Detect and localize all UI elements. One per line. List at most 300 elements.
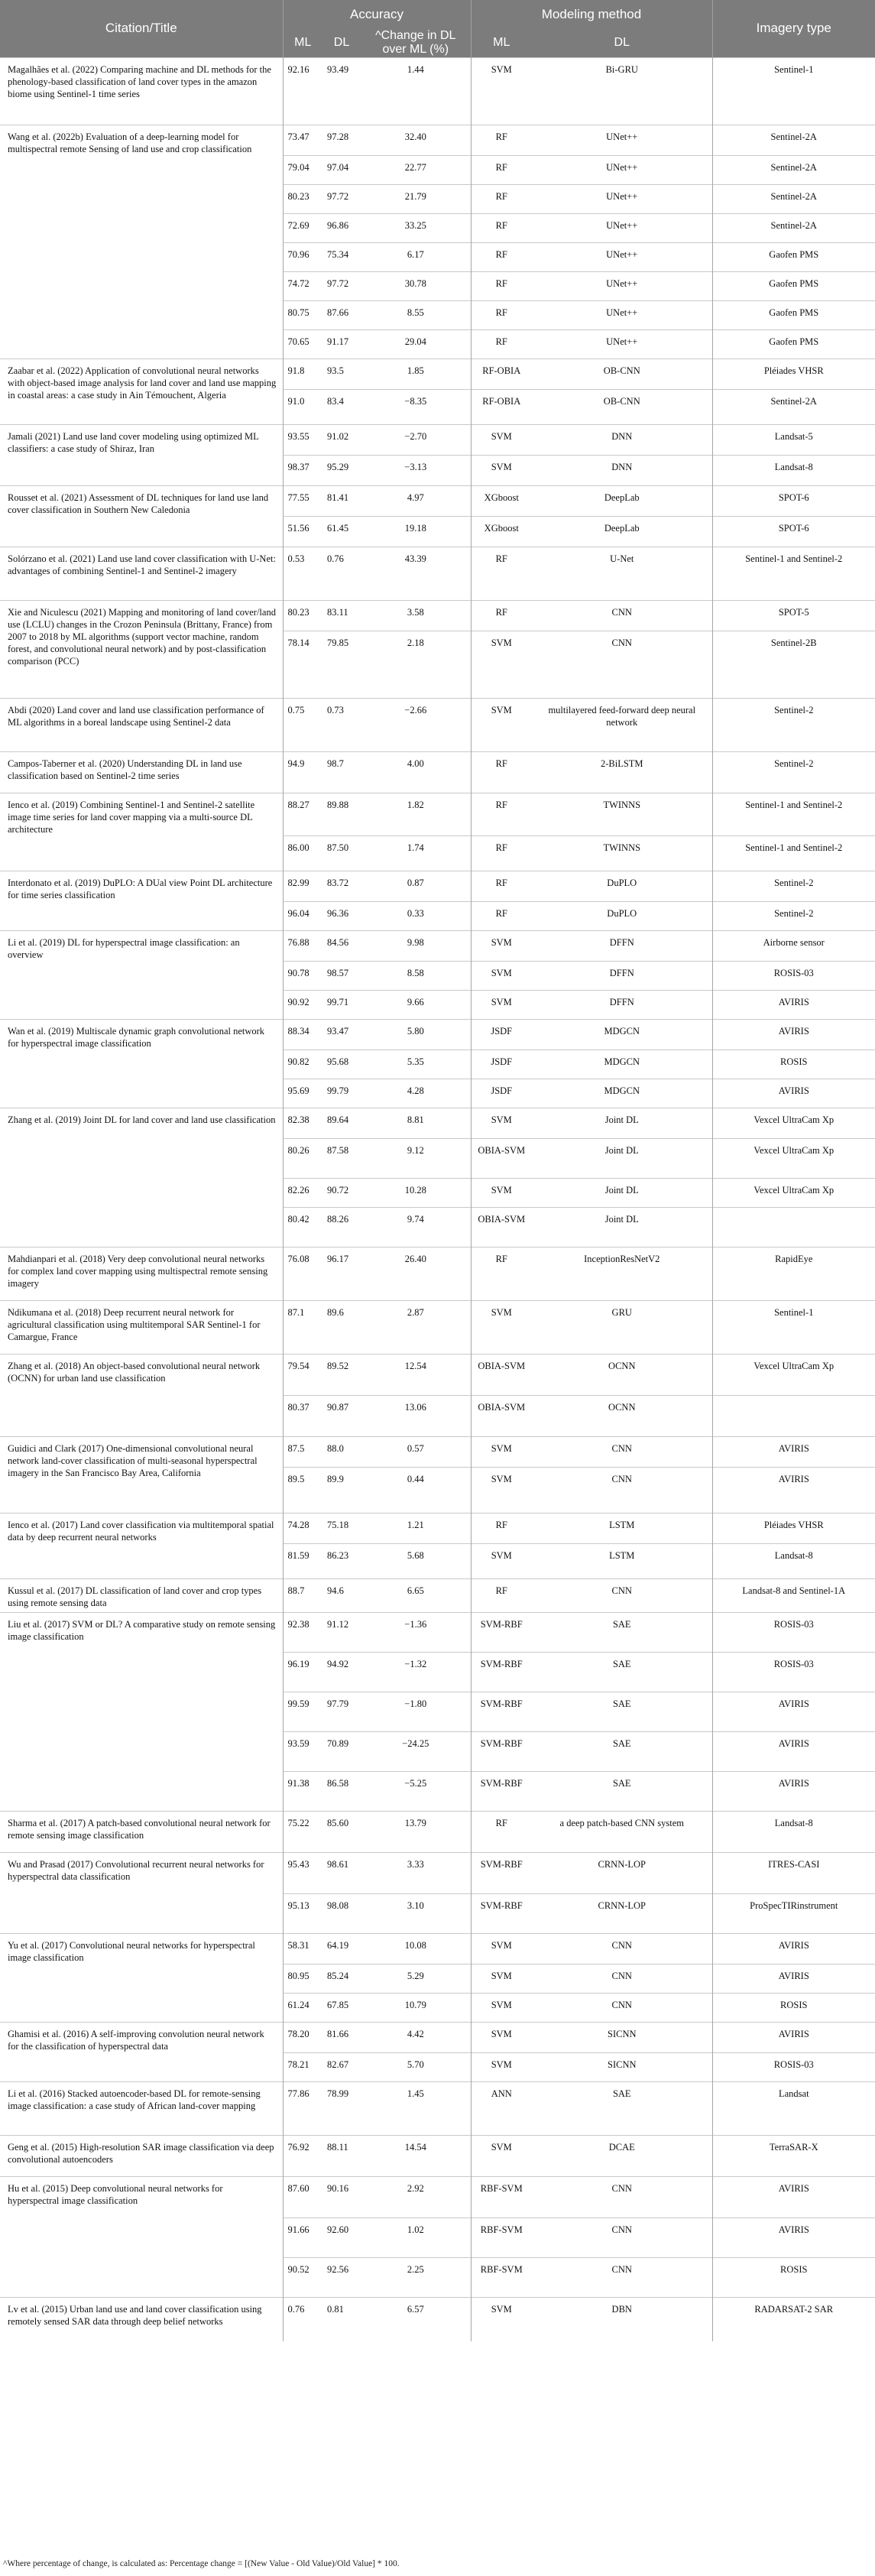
cell-ml: 91.66 (283, 2218, 322, 2257)
citation-title: Wang et al. (2022b) Evaluation of a deep-learning model for multispectral remote Sensing of land use and crop classification (0, 125, 283, 358)
cell-method-ml: RF (471, 871, 532, 901)
cell-method-dl: SAE (532, 1771, 712, 1811)
cell-ml: 73.47 (283, 125, 322, 155)
table-row (0, 1436, 875, 1467)
cell-method-ml: OBIA-SVM (471, 1354, 532, 1395)
cell-change: 1.02 (361, 2218, 471, 2257)
cell-dl: 83.4 (322, 389, 361, 424)
cell-dl: 90.16 (322, 2176, 361, 2218)
cell-method-ml: RBF-SVM (471, 2176, 532, 2218)
cell-ml: 79.54 (283, 1354, 322, 1395)
cell-method-dl: CNN (532, 600, 712, 631)
cell-ml: 74.28 (283, 1513, 322, 1543)
cell-dl: 83.11 (322, 600, 361, 631)
cell-method-dl: U-Net (532, 547, 712, 600)
cell-change: 3.10 (361, 1893, 471, 1933)
cell-ml: 90.52 (283, 2257, 322, 2297)
cell-method-dl: CNN (532, 1964, 712, 1993)
cell-method-dl: TWINNS (532, 835, 712, 871)
cell-method-dl: UNet++ (532, 242, 712, 271)
cell-method-dl: UNet++ (532, 329, 712, 358)
cell-method-ml: SVM (471, 698, 532, 751)
cell-method-ml: SVM (471, 961, 532, 990)
cell-method-ml: OBIA-SVM (471, 1138, 532, 1178)
cell-method-dl: UNet++ (532, 184, 712, 213)
table-row (0, 1019, 875, 1050)
cell-method-dl: MDGCN (532, 1019, 712, 1050)
table-row (0, 600, 875, 631)
cell-imagery: AVIRIS (712, 1692, 875, 1731)
cell-imagery: ROSIS-03 (712, 961, 875, 990)
cell-method-dl: OB-CNN (532, 358, 712, 389)
cell-dl: 93.5 (322, 358, 361, 389)
citation-title: Ienco et al. (2019) Combining Sentinel-1 and Sentinel-2 satellite image time series for land cover mapping via a multi-source DL architecture (0, 793, 283, 871)
cell-imagery (712, 1207, 875, 1247)
cell-dl: 87.50 (322, 835, 361, 871)
cell-imagery: ROSIS-03 (712, 1652, 875, 1692)
header-imagery: Imagery type (712, 0, 875, 57)
table-row (0, 930, 875, 961)
cell-method-dl: OB-CNN (532, 389, 712, 424)
citation-title: Wan et al. (2019) Multiscale dynamic graph convolutional network for hyperspectral image classification (0, 1019, 283, 1108)
cell-dl: 97.72 (322, 184, 361, 213)
cell-method-ml: JSDF (471, 1019, 532, 1050)
cell-imagery: Gaofen PMS (712, 242, 875, 271)
table-row (0, 1108, 875, 1138)
cell-method-dl: DNN (532, 455, 712, 485)
cell-method-dl: LSTM (532, 1513, 712, 1543)
cell-method-dl: Bi-GRU (532, 57, 712, 125)
cell-dl: 95.29 (322, 455, 361, 485)
cell-method-dl: CNN (532, 1436, 712, 1467)
cell-method-ml: RF (471, 242, 532, 271)
citation-title: Rousset et al. (2021) Assessment of DL techniques for land use land cover classification in Southern New Caledonia (0, 485, 283, 547)
cell-method-dl: UNet++ (532, 125, 712, 155)
cell-imagery: Sentinel-2A (712, 155, 875, 184)
table-row (0, 485, 875, 516)
cell-imagery: AVIRIS (712, 990, 875, 1019)
cell-dl: 83.72 (322, 871, 361, 901)
cell-change: 33.25 (361, 213, 471, 242)
cell-ml: 72.69 (283, 213, 322, 242)
cell-method-ml: SVM-RBF (471, 1612, 532, 1652)
citation-title: Guidici and Clark (2017) One-dimensional convolutional neural network land-cover classification of multi-seasonal hyperspectral imagery in the San Francisco Bay Area, California (0, 1436, 283, 1513)
cell-ml: 87.5 (283, 1436, 322, 1467)
cell-change: 26.40 (361, 1247, 471, 1300)
cell-dl: 93.47 (322, 1019, 361, 1050)
cell-method-dl: SAE (532, 1652, 712, 1692)
cell-method-dl: DNN (532, 424, 712, 455)
cell-imagery: AVIRIS (712, 1467, 875, 1513)
cell-method-ml: RF-OBIA (471, 389, 532, 424)
cell-method-dl: UNet++ (532, 300, 712, 329)
cell-ml: 75.22 (283, 1811, 322, 1852)
cell-dl: 93.49 (322, 57, 361, 125)
cell-change: 4.00 (361, 751, 471, 793)
cell-method-ml: SVM (471, 57, 532, 125)
cell-imagery: Vexcel UltraCam Xp (712, 1108, 875, 1138)
table-row (0, 2022, 875, 2052)
cell-dl: 97.04 (322, 155, 361, 184)
cell-method-ml: RF (471, 329, 532, 358)
cell-imagery: Landsat-5 (712, 424, 875, 455)
citation-title: Zhang et al. (2018) An object-based convolutional neural network (OCNN) for urban land use classification (0, 1354, 283, 1436)
cell-imagery: Landsat-8 (712, 1811, 875, 1852)
cell-imagery: Sentinel-2 (712, 698, 875, 751)
cell-dl: 95.68 (322, 1050, 361, 1079)
cell-ml: 78.21 (283, 2052, 322, 2081)
cell-change: −2.70 (361, 424, 471, 455)
cell-ml: 88.7 (283, 1578, 322, 1612)
cell-ml: 88.27 (283, 793, 322, 835)
table-row (0, 2297, 875, 2341)
cell-imagery: ITRES-CASI (712, 1852, 875, 1893)
cell-change: 5.68 (361, 1543, 471, 1578)
cell-dl: 90.87 (322, 1395, 361, 1436)
cell-dl: 96.36 (322, 901, 361, 930)
cell-method-dl: UNet++ (532, 271, 712, 300)
cell-method-dl: OCNN (532, 1354, 712, 1395)
cell-method-ml: OBIA-SVM (471, 1395, 532, 1436)
cell-change: 29.04 (361, 329, 471, 358)
cell-method-dl: DuPLO (532, 901, 712, 930)
citation-title: Geng et al. (2015) High-resolution SAR image classification via deep convolutional autoencoders (0, 2135, 283, 2176)
cell-change: 4.42 (361, 2022, 471, 2052)
cell-method-dl: SAE (532, 2081, 712, 2135)
citation-title: Solórzano et al. (2021) Land use land cover classification with U-Net: advantages of combining Sentinel-1 and Sentinel-2 imagery (0, 547, 283, 600)
header-mm-ml: ML (471, 29, 532, 57)
cell-method-ml: SVM (471, 455, 532, 485)
cell-dl: 99.71 (322, 990, 361, 1019)
cell-dl: 92.56 (322, 2257, 361, 2297)
cell-imagery: Sentinel-2A (712, 125, 875, 155)
cell-ml: 79.04 (283, 155, 322, 184)
cell-imagery: AVIRIS (712, 1933, 875, 1964)
cell-dl: 91.17 (322, 329, 361, 358)
cell-change: 13.06 (361, 1395, 471, 1436)
cell-ml: 91.8 (283, 358, 322, 389)
cell-method-dl: CNN (532, 631, 712, 698)
cell-ml: 0.75 (283, 698, 322, 751)
cell-ml: 96.19 (283, 1652, 322, 1692)
cell-change: −1.80 (361, 1692, 471, 1731)
cell-method-dl: CNN (532, 1578, 712, 1612)
cell-method-dl: SICNN (532, 2022, 712, 2052)
cell-change: 9.74 (361, 1207, 471, 1247)
cell-dl: 79.85 (322, 631, 361, 698)
cell-ml: 82.26 (283, 1178, 322, 1207)
cell-change: 6.65 (361, 1578, 471, 1612)
cell-dl: 99.79 (322, 1079, 361, 1108)
table-header (0, 0, 875, 57)
cell-method-ml: OBIA-SVM (471, 1207, 532, 1247)
cell-ml: 86.00 (283, 835, 322, 871)
cell-method-ml: RF (471, 835, 532, 871)
cell-dl: 84.56 (322, 930, 361, 961)
header-mm-dl: DL (532, 29, 712, 57)
cell-imagery: RADARSAT-2 SAR (712, 2297, 875, 2341)
cell-dl: 89.88 (322, 793, 361, 835)
citation-title: Jamali (2021) Land use land cover modeling using optimized ML classifiers: a case study of Shiraz, Iran (0, 424, 283, 485)
table-row (0, 57, 875, 125)
cell-imagery: Sentinel-2 (712, 751, 875, 793)
cell-method-ml: SVM (471, 1543, 532, 1578)
table-row (0, 424, 875, 455)
cell-dl: 89.64 (322, 1108, 361, 1138)
cell-dl: 98.08 (322, 1893, 361, 1933)
cell-method-ml: SVM (471, 1178, 532, 1207)
cell-method-ml: RF (471, 271, 532, 300)
cell-imagery: Landsat-8 (712, 1543, 875, 1578)
citation-title: Mahdianpari et al. (2018) Very deep convolutional neural networks for complex land cover mapping using multispectral remote sensing imagery (0, 1247, 283, 1300)
cell-method-dl: 2-BiLSTM (532, 751, 712, 793)
table-row (0, 2135, 875, 2176)
cell-imagery: ProSpecTIRinstrument (712, 1893, 875, 1933)
cell-method-ml: RF (471, 600, 532, 631)
cell-dl: 75.34 (322, 242, 361, 271)
cell-change: 8.55 (361, 300, 471, 329)
cell-change: 2.87 (361, 1300, 471, 1354)
cell-imagery: AVIRIS (712, 2218, 875, 2257)
cell-imagery: ROSIS (712, 1993, 875, 2022)
cell-method-dl: TWINNS (532, 793, 712, 835)
table-row (0, 1612, 875, 1652)
table-row (0, 1247, 875, 1300)
citation-title: Ndikumana et al. (2018) Deep recurrent neural network for agricultural classification using multitemporal SAR Sentinel-1 for Camargue, France (0, 1300, 283, 1354)
cell-method-dl: CNN (532, 1467, 712, 1513)
cell-change: 0.57 (361, 1436, 471, 1467)
cell-imagery: Sentinel-2A (712, 213, 875, 242)
table-row (0, 1933, 875, 1964)
cell-method-dl: UNet++ (532, 155, 712, 184)
cell-imagery: TerraSAR-X (712, 2135, 875, 2176)
cell-method-ml: SVM (471, 930, 532, 961)
cell-imagery: Sentinel-2A (712, 389, 875, 424)
cell-method-ml: RF (471, 155, 532, 184)
cell-change: 4.97 (361, 485, 471, 516)
table-row (0, 1300, 875, 1354)
cell-dl: 89.52 (322, 1354, 361, 1395)
cell-method-ml: SVM (471, 1467, 532, 1513)
cell-ml: 80.42 (283, 1207, 322, 1247)
cell-method-dl: MDGCN (532, 1050, 712, 1079)
cell-change: 1.82 (361, 793, 471, 835)
cell-imagery: Gaofen PMS (712, 271, 875, 300)
cell-ml: 61.24 (283, 1993, 322, 2022)
citation-title: Yu et al. (2017) Convolutional neural networks for hyperspectral image classification (0, 1933, 283, 2022)
cell-dl: 64.19 (322, 1933, 361, 1964)
cell-ml: 76.92 (283, 2135, 322, 2176)
citation-title: Magalhães et al. (2022) Comparing machine and DL methods for the phenology-based classification of land cover types in the amazon biome using Sentinel-1 time series (0, 57, 283, 125)
cell-method-dl: DBN (532, 2297, 712, 2341)
cell-method-ml: RF (471, 547, 532, 600)
cell-dl: 87.58 (322, 1138, 361, 1178)
table-row (0, 1354, 875, 1395)
cell-dl: 90.72 (322, 1178, 361, 1207)
cell-change: 8.58 (361, 961, 471, 990)
table-row (0, 751, 875, 793)
cell-method-ml: RF (471, 1578, 532, 1612)
cell-imagery: AVIRIS (712, 1079, 875, 1108)
cell-change: 19.18 (361, 516, 471, 547)
cell-dl: 96.86 (322, 213, 361, 242)
cell-ml: 70.96 (283, 242, 322, 271)
cell-method-ml: SVM (471, 1964, 532, 1993)
cell-change: 32.40 (361, 125, 471, 155)
cell-ml: 89.5 (283, 1467, 322, 1513)
cell-dl: 96.17 (322, 1247, 361, 1300)
cell-method-ml: RF (471, 1247, 532, 1300)
cell-method-dl: CNN (532, 2257, 712, 2297)
cell-method-ml: SVM (471, 2022, 532, 2052)
cell-method-ml: SVM-RBF (471, 1692, 532, 1731)
citation-title: Ienco et al. (2017) Land cover classification via multitemporal spatial data by deep recurrent neural networks (0, 1513, 283, 1578)
cell-change: 4.28 (361, 1079, 471, 1108)
cell-method-ml: RF (471, 751, 532, 793)
cell-ml: 0.76 (283, 2297, 322, 2341)
citation-title: Wu and Prasad (2017) Convolutional recurrent neural networks for hyperspectral data classification (0, 1852, 283, 1933)
cell-imagery: AVIRIS (712, 2022, 875, 2052)
cell-imagery: Sentinel-1 (712, 57, 875, 125)
cell-change: 2.25 (361, 2257, 471, 2297)
table-row (0, 358, 875, 389)
cell-method-dl: Joint DL (532, 1207, 712, 1247)
citation-title: Sharma et al. (2017) A patch-based convolutional neural network for remote sensing image classification (0, 1811, 283, 1852)
cell-dl: 0.76 (322, 547, 361, 600)
citation-title: Campos-Taberner et al. (2020) Understanding DL in land use classification based on Sentinel-2 time series (0, 751, 283, 793)
cell-method-ml: RF (471, 901, 532, 930)
cell-method-ml: SVM-RBF (471, 1731, 532, 1771)
cell-imagery: Gaofen PMS (712, 300, 875, 329)
cell-method-dl: OCNN (532, 1395, 712, 1436)
cell-imagery: Sentinel-1 and Sentinel-2 (712, 835, 875, 871)
cell-change: 13.79 (361, 1811, 471, 1852)
header-change: ^Change in DL over ML (%) (361, 29, 471, 57)
table-row (0, 1513, 875, 1543)
cell-ml: 98.37 (283, 455, 322, 485)
cell-ml: 51.56 (283, 516, 322, 547)
cell-ml: 77.86 (283, 2081, 322, 2135)
cell-method-dl: DFFN (532, 961, 712, 990)
cell-dl: 87.66 (322, 300, 361, 329)
cell-imagery: RapidEye (712, 1247, 875, 1300)
cell-change: 12.54 (361, 1354, 471, 1395)
cell-method-ml: SVM (471, 1993, 532, 2022)
cell-ml: 93.59 (283, 1731, 322, 1771)
citation-title: Abdi (2020) Land cover and land use classification performance of ML algorithms in a boreal landscape using Sentinel-2 data (0, 698, 283, 751)
cell-method-ml: SVM-RBF (471, 1852, 532, 1893)
cell-change: 5.70 (361, 2052, 471, 2081)
cell-change: 3.33 (361, 1852, 471, 1893)
cell-ml: 95.43 (283, 1852, 322, 1893)
cell-change: 22.77 (361, 155, 471, 184)
cell-change: 5.29 (361, 1964, 471, 1993)
cell-method-ml: SVM (471, 1933, 532, 1964)
cell-dl: 88.0 (322, 1436, 361, 1467)
cell-method-ml: SVM (471, 1436, 532, 1467)
cell-method-dl: UNet++ (532, 213, 712, 242)
cell-dl: 82.67 (322, 2052, 361, 2081)
cell-imagery: ROSIS-03 (712, 1612, 875, 1652)
cell-method-ml: SVM (471, 1300, 532, 1354)
cell-change: 1.21 (361, 1513, 471, 1543)
cell-change: 1.44 (361, 57, 471, 125)
cell-dl: 86.58 (322, 1771, 361, 1811)
cell-method-ml: RBF-SVM (471, 2218, 532, 2257)
cell-imagery: AVIRIS (712, 1964, 875, 1993)
cell-change: −3.13 (361, 455, 471, 485)
cell-ml: 88.34 (283, 1019, 322, 1050)
table-row (0, 793, 875, 835)
cell-method-ml: SVM (471, 631, 532, 698)
header-accuracy: Accuracy (283, 0, 471, 29)
citation-title: Liu et al. (2017) SVM or DL? A comparative study on remote sensing image classification (0, 1612, 283, 1811)
cell-method-dl: DFFN (532, 930, 712, 961)
cell-dl: 97.72 (322, 271, 361, 300)
citation-title: Li et al. (2016) Stacked autoencoder-based DL for remote-sensing image classification: a case study of African land-cover mapping (0, 2081, 283, 2135)
header-modeling: Modeling method (471, 0, 712, 29)
cell-method-dl: CNN (532, 2176, 712, 2218)
cell-method-dl: DeepLab (532, 516, 712, 547)
cell-dl: 78.99 (322, 2081, 361, 2135)
header-citation: Citation/Title (0, 0, 283, 57)
cell-change: −1.32 (361, 1652, 471, 1692)
cell-ml: 99.59 (283, 1692, 322, 1731)
cell-imagery: Vexcel UltraCam Xp (712, 1138, 875, 1178)
cell-method-ml: JSDF (471, 1079, 532, 1108)
cell-dl: 85.24 (322, 1964, 361, 1993)
cell-dl: 92.60 (322, 2218, 361, 2257)
cell-ml: 80.37 (283, 1395, 322, 1436)
table-row (0, 125, 875, 155)
table-row (0, 2176, 875, 2218)
cell-method-ml: ANN (471, 2081, 532, 2135)
cell-method-dl: Joint DL (532, 1178, 712, 1207)
cell-method-ml: RF (471, 184, 532, 213)
cell-ml: 74.72 (283, 271, 322, 300)
cell-ml: 87.1 (283, 1300, 322, 1354)
cell-dl: 61.45 (322, 516, 361, 547)
cell-method-ml: RF (471, 300, 532, 329)
cell-dl: 97.28 (322, 125, 361, 155)
cell-change: 43.39 (361, 547, 471, 600)
cell-imagery: Landsat (712, 2081, 875, 2135)
cell-imagery: ROSIS (712, 1050, 875, 1079)
cell-change: 3.58 (361, 600, 471, 631)
cell-method-ml: RF (471, 125, 532, 155)
cell-method-ml: RBF-SVM (471, 2257, 532, 2297)
cell-change: 2.18 (361, 631, 471, 698)
cell-ml: 77.55 (283, 485, 322, 516)
cell-method-ml: RF (471, 1811, 532, 1852)
cell-method-dl: Joint DL (532, 1138, 712, 1178)
cell-method-dl: SAE (532, 1731, 712, 1771)
cell-ml: 93.55 (283, 424, 322, 455)
cell-change: −2.66 (361, 698, 471, 751)
cell-dl: 97.79 (322, 1692, 361, 1731)
cell-dl: 67.85 (322, 1993, 361, 2022)
cell-imagery: Sentinel-2A (712, 184, 875, 213)
cell-dl: 88.11 (322, 2135, 361, 2176)
cell-method-ml: SVM-RBF (471, 1893, 532, 1933)
cell-ml: 76.08 (283, 1247, 322, 1300)
cell-method-dl: SAE (532, 1692, 712, 1731)
cell-imagery: SPOT-6 (712, 516, 875, 547)
footnote: ^Where percentage of change, is calculated as: Percentage change = [(New Value - Old Value)/Old Value] * 100. (3, 2559, 400, 2568)
cell-method-ml: SVM (471, 2135, 532, 2176)
cell-ml: 90.82 (283, 1050, 322, 1079)
cell-dl: 91.12 (322, 1612, 361, 1652)
